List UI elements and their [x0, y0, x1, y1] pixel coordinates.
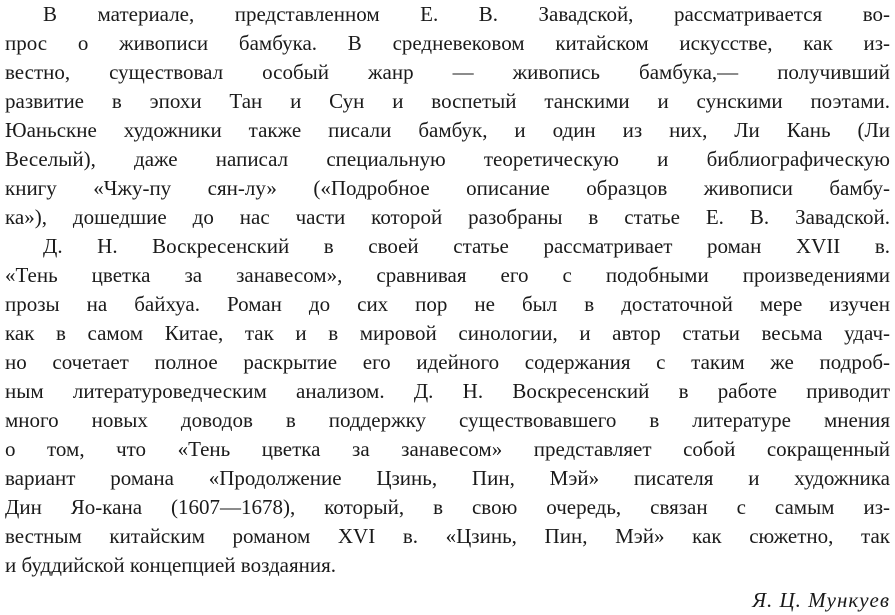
paragraph-2-line-6: ным литературоведческим анализом. Д. Н. Воскресенский в работе приводит	[5, 379, 890, 403]
paragraph-2-line-10: Дин Яо-кана (1607—1678), который, в свою очередь, связан с самым из-	[5, 495, 890, 519]
paragraph-1-line-1: В материале, представленном Е. В. Завадской, рассматривается во-	[43, 2, 890, 26]
paragraph-2-line-8: о том, что «Тень цветка за занавесом» представляет собой сокращенный	[5, 437, 890, 461]
paragraph-2-line-12: и буддийской концепцией воздаяния.	[5, 553, 337, 577]
paragraph-2-line-2: «Тень цветка за занавесом», сравнивая его с подобными произведениями	[5, 263, 890, 287]
paragraph-2-line-7: много новых доводов в поддержку существовавшего в литературе мнения	[5, 408, 890, 432]
paragraph-1-line-8: ка»), дошедшие до нас части которой разобраны в статье Е. В. Завадской.	[5, 205, 890, 229]
paragraph-1-line-7: книгу «Чжу-пу сян-лу» («Подробное описание образцов живописи бамбу-	[5, 176, 890, 200]
paragraph-1-line-5: Юаньскне художники также писали бамбук, и один из них, Ли Кань (Ли	[5, 118, 890, 142]
paragraph-1-line-4: развитие в эпохи Тан и Сун и воспетый танскими и сунскими поэтами.	[5, 89, 890, 113]
paragraph-1-line-6: Веселый), даже написал специальную теоретическую и библиографическую	[5, 147, 890, 171]
author-signature: Я. Ц. Мункуев	[752, 588, 890, 612]
paragraph-1-line-3: вестно, существовал особый жанр — живопись бамбука,— получивший	[5, 60, 890, 84]
paragraph-2-line-11: вестным китайским романом XVI в. «Цзинь, Пин, Мэй» как сюжетно, так	[5, 524, 890, 548]
paragraph-2-line-5: но сочетает полное раскрытие его идейного содержания с таким же подроб-	[5, 350, 890, 374]
paragraph-1-line-2: прос о живописи бамбука. В средневековом китайском искусстве, как из-	[5, 31, 890, 55]
paragraph-2-line-9: вариант романа «Продолжение Цзинь, Пин, Мэй» писателя и художника	[5, 466, 890, 490]
paragraph-2-line-3: прозы на байхуа. Роман до сих пор не был в достаточной мере изучен	[5, 292, 890, 316]
document-page	[5, 0, 890, 615]
paragraph-2-line-4: как в самом Китае, так и в мировой синологии, и автор статьи весьма удач-	[5, 321, 890, 345]
paragraph-2-line-1: Д. Н. Воскресенский в своей статье рассматривает роман XVII в.	[43, 234, 890, 258]
